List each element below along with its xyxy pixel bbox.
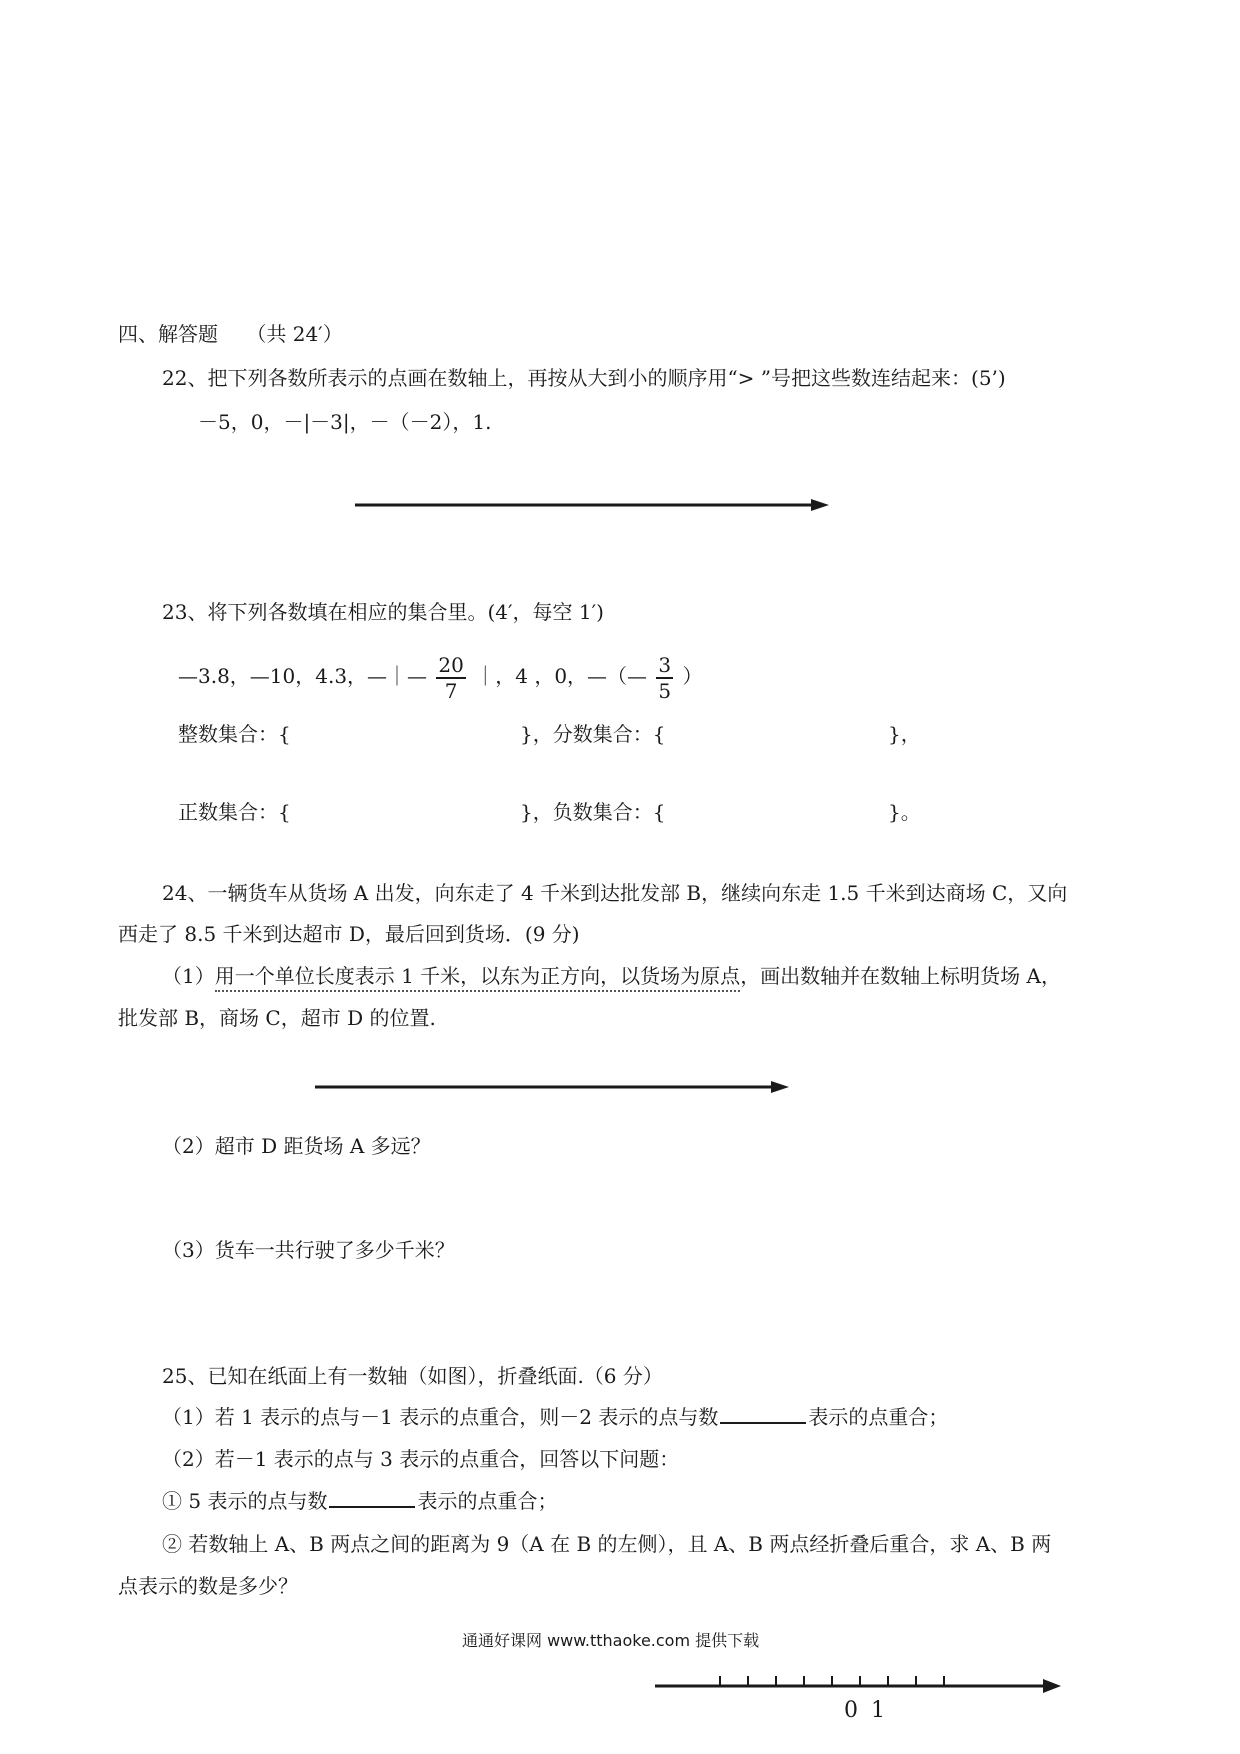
q25-figure-number-line bbox=[655, 1665, 1075, 1735]
q25-part2: （2）若－1 表示的点与 3 表示的点重合，回答以下问题： bbox=[162, 1447, 680, 1471]
q23-numbers-part-b: ｜，4 ，0，—（— bbox=[475, 664, 648, 688]
q24-line1: 24、一辆货车从货场 A 出发，向东走了 4 千米到达批发部 B，继续向东走 1.5 千米到达商场 C，又向 bbox=[162, 881, 1068, 905]
q25-case1-b: 表示的点重合； bbox=[417, 1489, 558, 1513]
fraction-numerator: 3 bbox=[658, 652, 672, 677]
section-title: 四、解答题 bbox=[118, 322, 218, 346]
q25-case2: ② 若数轴上 A、B 两点之间的距离为 9（A 在 B 的左侧），且 A、B 两点经折叠后重合，求 A、B 两 bbox=[162, 1532, 1052, 1556]
q23-text: 23、将下列各数填在相应的集合里。(4′，每空 1′) bbox=[162, 600, 604, 624]
q25-case1-a: ① 5 表示的点与数 bbox=[162, 1489, 328, 1513]
answer-blank[interactable] bbox=[720, 1404, 806, 1424]
q22-text: 22、把下列各数所表示的点画在数轴上，再按从大到小的顺序用“> ”号把这些数连结起来：(5’) bbox=[162, 366, 1006, 390]
q23-numbers bbox=[178, 650, 703, 703]
q24-part1-suffix: ，画出数轴并在数轴上标明货场 A， bbox=[740, 964, 1061, 988]
fraction-denominator: 5 bbox=[658, 678, 672, 703]
set-fraction-label: }，分数集合：{ bbox=[520, 722, 666, 746]
q24-part2: （2）超市 D 距货场 A 多远？ bbox=[162, 1134, 431, 1158]
section-heading bbox=[118, 320, 343, 348]
fraction-numerator: 20 bbox=[438, 652, 464, 677]
q24-part3: （3）货车一共行驶了多少千米？ bbox=[162, 1238, 455, 1262]
q25-text: 25、已知在纸面上有一数轴（如图），折叠纸面.（6 分） bbox=[162, 1364, 663, 1388]
q22-number-line bbox=[355, 495, 835, 515]
q23-numbers-part-a: —3.8，—10，4.3，—｜— bbox=[178, 664, 428, 688]
footer-text: 通通好课网 www.tthaoke.com 提供下载 bbox=[462, 1631, 760, 1650]
set-integer-label: 整数集合：{ bbox=[178, 722, 291, 746]
answer-blank[interactable] bbox=[329, 1488, 415, 1508]
fraction-denominator: 7 bbox=[444, 678, 458, 703]
fraction-20-7 bbox=[436, 653, 465, 703]
section-score: （共 24′） bbox=[246, 322, 343, 346]
q25-part1 bbox=[162, 1403, 948, 1431]
q24-part1-line2: 批发部 B，商场 C，超市 D 的位置. bbox=[118, 1006, 436, 1030]
axis-label-zero: 0 bbox=[844, 1698, 858, 1723]
set-close-1: }， bbox=[888, 722, 921, 746]
q25-case2-line2: 点表示的数是多少？ bbox=[118, 1574, 298, 1598]
q23-numbers-part-c: ） bbox=[682, 664, 703, 688]
q24-number-line bbox=[315, 1077, 795, 1097]
q25-part1-b: 表示的点重合； bbox=[808, 1405, 949, 1429]
set-close-2: }。 bbox=[888, 800, 921, 824]
q24-part1-prefix: （1） bbox=[162, 964, 215, 988]
q24-line2: 西走了 8.5 千米到达超市 D，最后回到货场．(9 分) bbox=[118, 922, 580, 946]
q22-numbers: －5，0，－|－3|，－（－2），1. bbox=[198, 410, 492, 434]
axis-label-one: 1 bbox=[871, 1698, 885, 1723]
q24-part1 bbox=[162, 962, 1061, 990]
set-negative-label: }，负数集合：{ bbox=[520, 800, 666, 824]
q24-part1-emphasis: 用一个单位长度表示 1 千米，以东为正方向，以货场为原点 bbox=[215, 964, 740, 992]
fraction-3-5 bbox=[656, 653, 673, 703]
q25-part1-a: （1）若 1 表示的点与－1 表示的点重合，则－2 表示的点与数 bbox=[162, 1405, 719, 1429]
set-positive-label: 正数集合：{ bbox=[178, 800, 291, 824]
q25-case1 bbox=[162, 1487, 557, 1515]
